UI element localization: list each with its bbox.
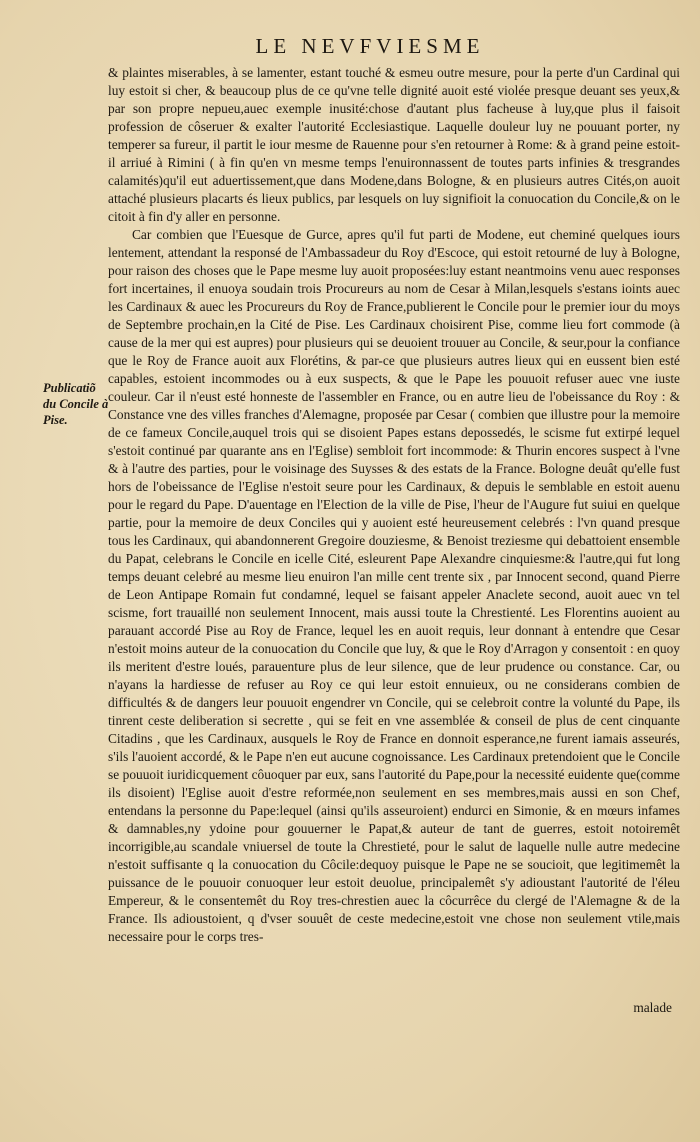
- paragraph: Car combien que l'Euesque de Gurce, apres qu'il fut parti de Modene, eut cheminé quelques iours lentement, attendant la responsé de l'Ambassadeur du Roy d'Escoce, qui estoit retourné de luy à Bologne, pour raison des choses que le Pape mesme luy auoit proposées:luy estant neantmoins venu auec responses fort incertaines, il enuoya soudain trois Procureurs au nom de Cesar à Milan,lesquels s'estans ioints auec les Cardinaux & auec les Procureurs du Roy de France,publierent le Concile pour le premier iour du moys de Septembre prochain,en la Cité de Pise. Les Cardinaux choisirent Pise, comme lieu fort commode (à cause de la mer qui est aupres) pour plusieurs qui se deuoient trouuer au Concile, & seur,pour la confiance que le Roy de France auoit aux Florétins, & par-ce que plusieurs autres lieux qui en eussent bien esté capables, estoient incommodes ou à eux suspects, & que le Pape les pouuoit refuser auec vne iuste couleur. Car il n'eust esté honneste de l'assembler en France, ou en autre lieu de l'obeissance du Roy : & Constance vne des villes franches d'Alemagne, proposée par Cesar ( combien que illustre pour la memoire de ce fameux Concile,auquel trois qui se disoient Papes estans depossedés, le scisme fut extirpé lequel s'estoit continué par quarante ans en l'Eglise) sembloit fort incommode: & Thurin encores suspect à l'vne & à l'autre des parties, pour le voisinage des Suysses & des estats de la France. Bologne deuât qu'elle fust hors de l'obeissance de l'Eglise n'estoit seure pour les Cardinaux, & depuis le semblable en estoit auenu pour le regard du Pape. D'auentage en l'Election de la ville de Pise, l'heur de l'Augure fut suiui en quelque partie, pour la memoire de deux Conciles qui y auoient esté heureusement celebrés : l'vn quand presque tous les Cardinaux, qui abandonnerent Gregoire douziesme, & Benoist treziesme qui debattoient ensemble du Papat, celebrans le Concile en icelle Cité, esleurent Pape Alexandre cinquiesme:& l'autre,qui fut long temps deuant celebré au mesme lieu enuiron l'an mille cent trente six , par Innocent second, quand Pierre de Leon Antipape Romain fut condamné, lequel se faisant appeler Anaclete second, auoit auec vn tel scisme, fort trauaillé non seulement Innocent, mais aussi toute la Chrestienté. Les Florentins auoient au parauant accordé Pise au Roy de France, lequel les en auoit requis, leur donnant à entendre que Cesar n'estoit moins auteur de la conuocation du Concile que luy, & que le Roy d'Arragon y consentoit : en quoy ils meritent d'estre loués, parauenture plus de leur silence, que de leur prudence ou constance. Car, ou n'ayans la hardiesse de refuser au Roy ce qui leur estoit ennuieux, ou ne considerans combien de difficultés & de dangers leur pouuoit engendrer vn Concile, qui se celebroit contre la volunté du Pape, ils tinrent ceste deliberation si secrette , qui se feit en vne assemblée & conseil de plus de cent cinquante Citadins , que les Cardinaux, ausquels le Roy de France en donnoit esperance,ne furent iamais asseurés, s'ils l'auoient accordé, & le Pape n'en eut aucune cognoissance. Les Cardinaux pretendoient que le Concile se pouuoit iuridicquement côuoquer par eux, sans l'autorité du Pape,pour la necessité euidente que(comme ils disoient) l'Eglise auoit d'estre reformée,non seulement en ses membres,mais aussi en son Chef, entendans la personne du Pape:lequel (ainsi qu'ils asseuroient) endurci en Simonie, & en mœurs infames & damnables,ny ydoine pour gouuerner le Papat,& auteur de tant de guerres, estoit notoiremêt incorrigible,au scandale vniuersel de toute la Chrestieté, pour le salut de laquelle nulle autre medecine n'estoit suffisante q la conuocation du Côcile:dequoy puisque le Pape ne se soucioit, que legitimemêt la puissance de le pouuoir conuoquer leur estoit deuolue, principalemêt s'y adioustant l'autorité de l'éleu Empereur, & le consentemêt du Roy tres-chrestien auec la côcurrêce du clergé de l'Alemagne & de la France. Ils adioustoient, q d'vser souuêt de ceste medecine,estoit vne chose non seulement vtile,mais necessaire pour le corps tres-: [108, 227, 680, 944]
- body-text: [108, 64, 680, 946]
- paragraph: & plaintes miserables, à se lamenter, estant touché & esmeu outre mesure, pour la perte d'un Cardinal qui luy estoit si cher, & beaucoup plus de ce qu'vne telle dignité auoit esté violée presque deuant ses yeux,& par son propre nepueu,auec exemple inusité:chose d'autant plus facheuse à luy,que plus il faisoit profession de côseruer & exalter l'autorité Ecclesiastique. Laquelle douleur luy ne pouuant porter, ny temperer sa fureur, il partit le iour mesme de Rauenne pour s'en retourner à Rome: & à grand peine estoit-il arriué à Rimini ( à fin qu'en vn mesme temps l'enuironnassent de toutes parts infinies & tresgrandes calamités)qu'il eut aduertissement,que dans Modene,dans Bologne, & en plusieurs autres Cités,on auoit attaché plusieurs placarts és lieux publics, par lesquels on luy signifioit la conuocation du Concile,& on le citoit à fin d'y aller en personne.: [108, 65, 680, 224]
- catchword: malade: [633, 1000, 672, 1015]
- margin-note: Publicatiõ du Concile à Pise.: [43, 381, 109, 427]
- running-head: LE NEVFVIESME: [255, 34, 485, 58]
